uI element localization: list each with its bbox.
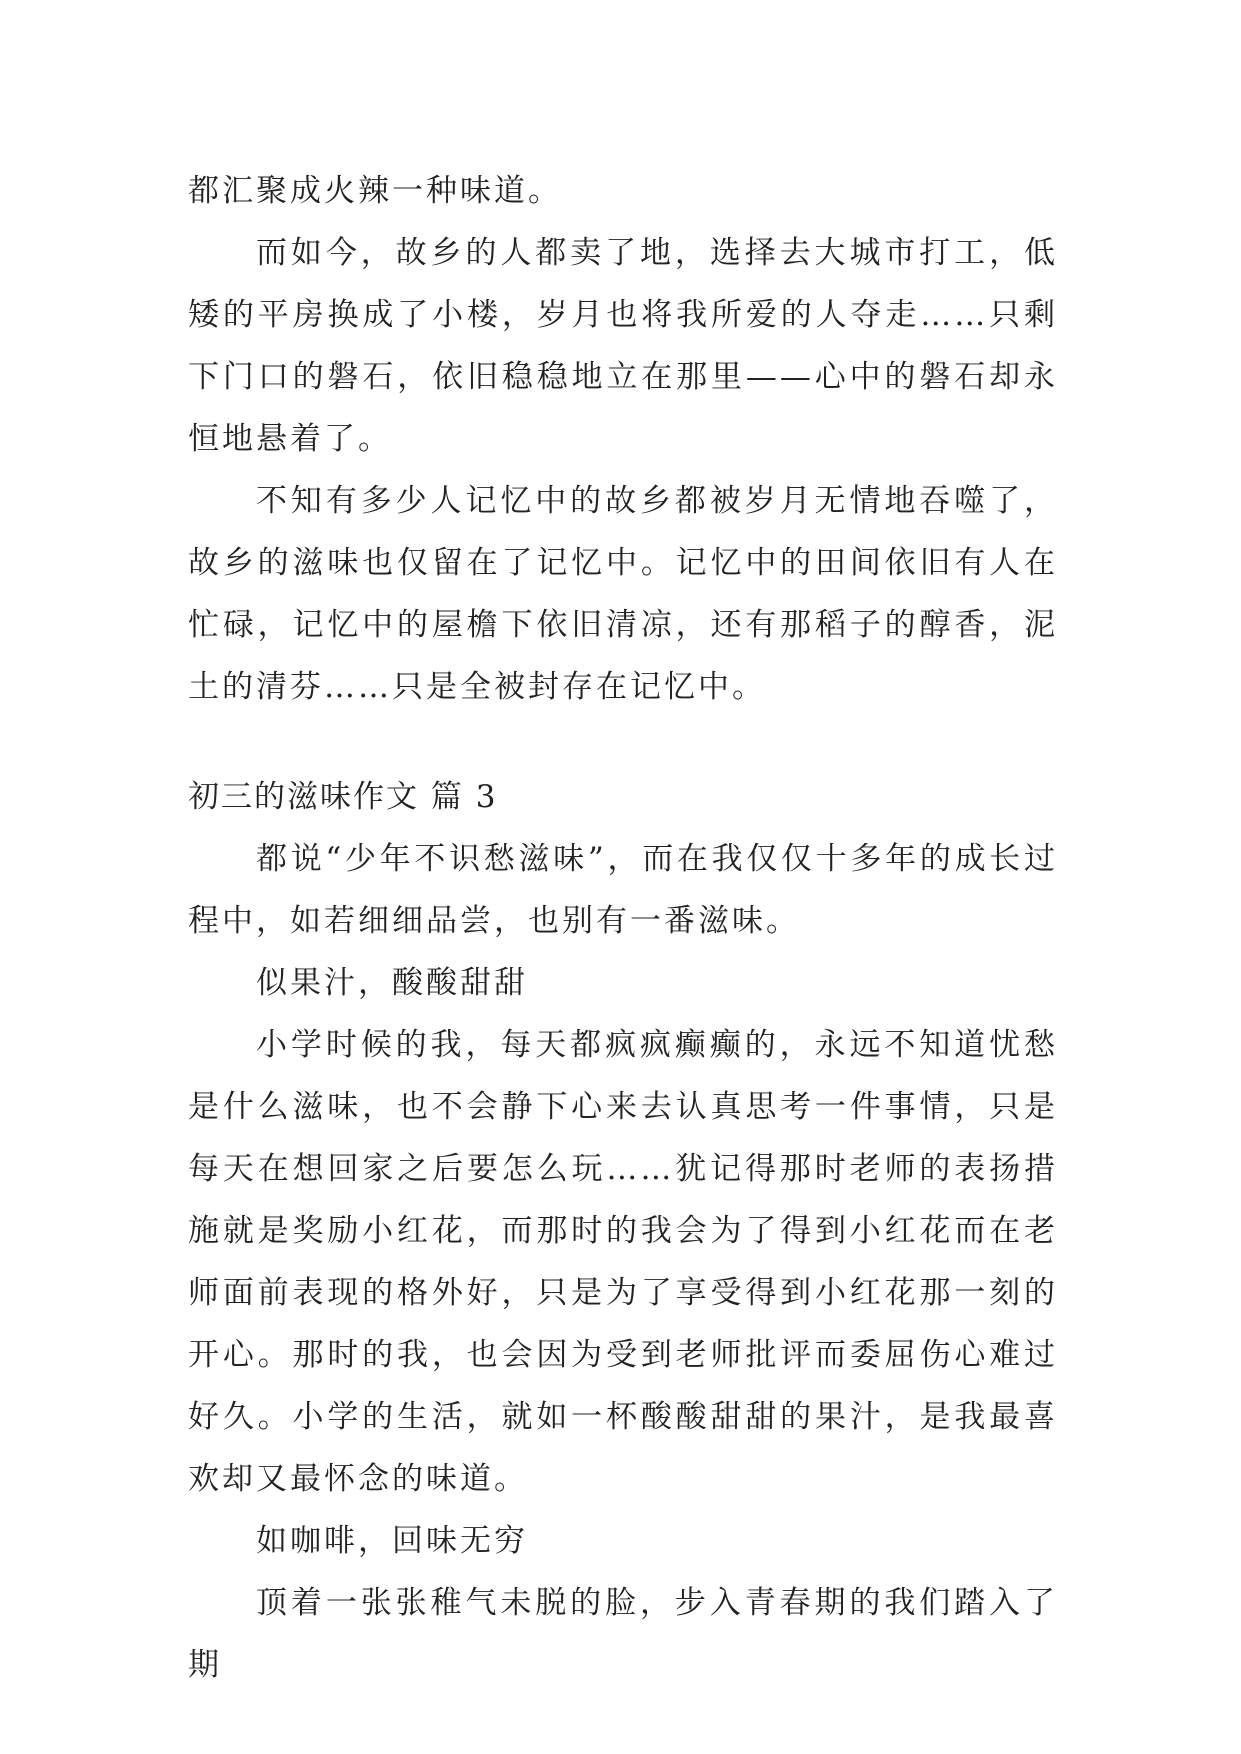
- subheading-juice: 似果汁，酸酸甜甜: [256, 965, 528, 1001]
- paragraph-hometown-change: 而如今，故乡的人都卖了地，选择去大城市打工，低矮的平房换成了小楼，岁月也将我所爱的人夺走……只剩下门口的磐石，依旧稳稳地立在那里——心中的磐石却永恒地悬着了。: [188, 235, 1058, 457]
- paragraph-hometown-memory: 不知有多少人记忆中的故乡都被岁月无情地吞噬了，故乡的滋味也仅留在了记忆中。记忆中的田间依旧有人在忙碌，记忆中的屋檐下依旧清凉，还有那稻子的醇香，泥土的清芬……只是全被封存在记忆中。: [188, 483, 1058, 705]
- paragraph-adolescence: 顶着一张张稚气未脱的脸，步入青春期的我们踏入了期: [188, 1585, 1058, 1683]
- section-gap: [188, 718, 1058, 766]
- document-body: [188, 160, 1058, 1696]
- subheading-coffee: 如咖啡，回味无穷: [256, 1523, 528, 1559]
- paragraph-intro-tail: 都汇聚成火辣一种味道。: [188, 173, 562, 209]
- paragraph-opening: 都说“少年不识愁滋味”，而在我仅仅十多年的成长过程中，如若细细品尝，也别有一番滋味。: [188, 841, 1058, 939]
- paragraph-primary-school: 小学时候的我，每天都疯疯癫癫的，永远不知道忧愁是什么滋味，也不会静下心来去认真思考一件事情，只是每天在想回家之后要怎么玩……犹记得那时老师的表扬措施就是奖励小红花，而那时的我会为了得到小红花而在老师面前表现的格外好，只是为了享受得到小红花那一刻的开心。那时的我，也会因为受到老师批评而委屈伤心难过好久。小学的生活，就如一杯酸酸甜甜的果汁，是我最喜欢却又最怀念的味道。: [188, 1027, 1058, 1497]
- section-heading: 初三的滋味作文 篇 3: [188, 779, 498, 815]
